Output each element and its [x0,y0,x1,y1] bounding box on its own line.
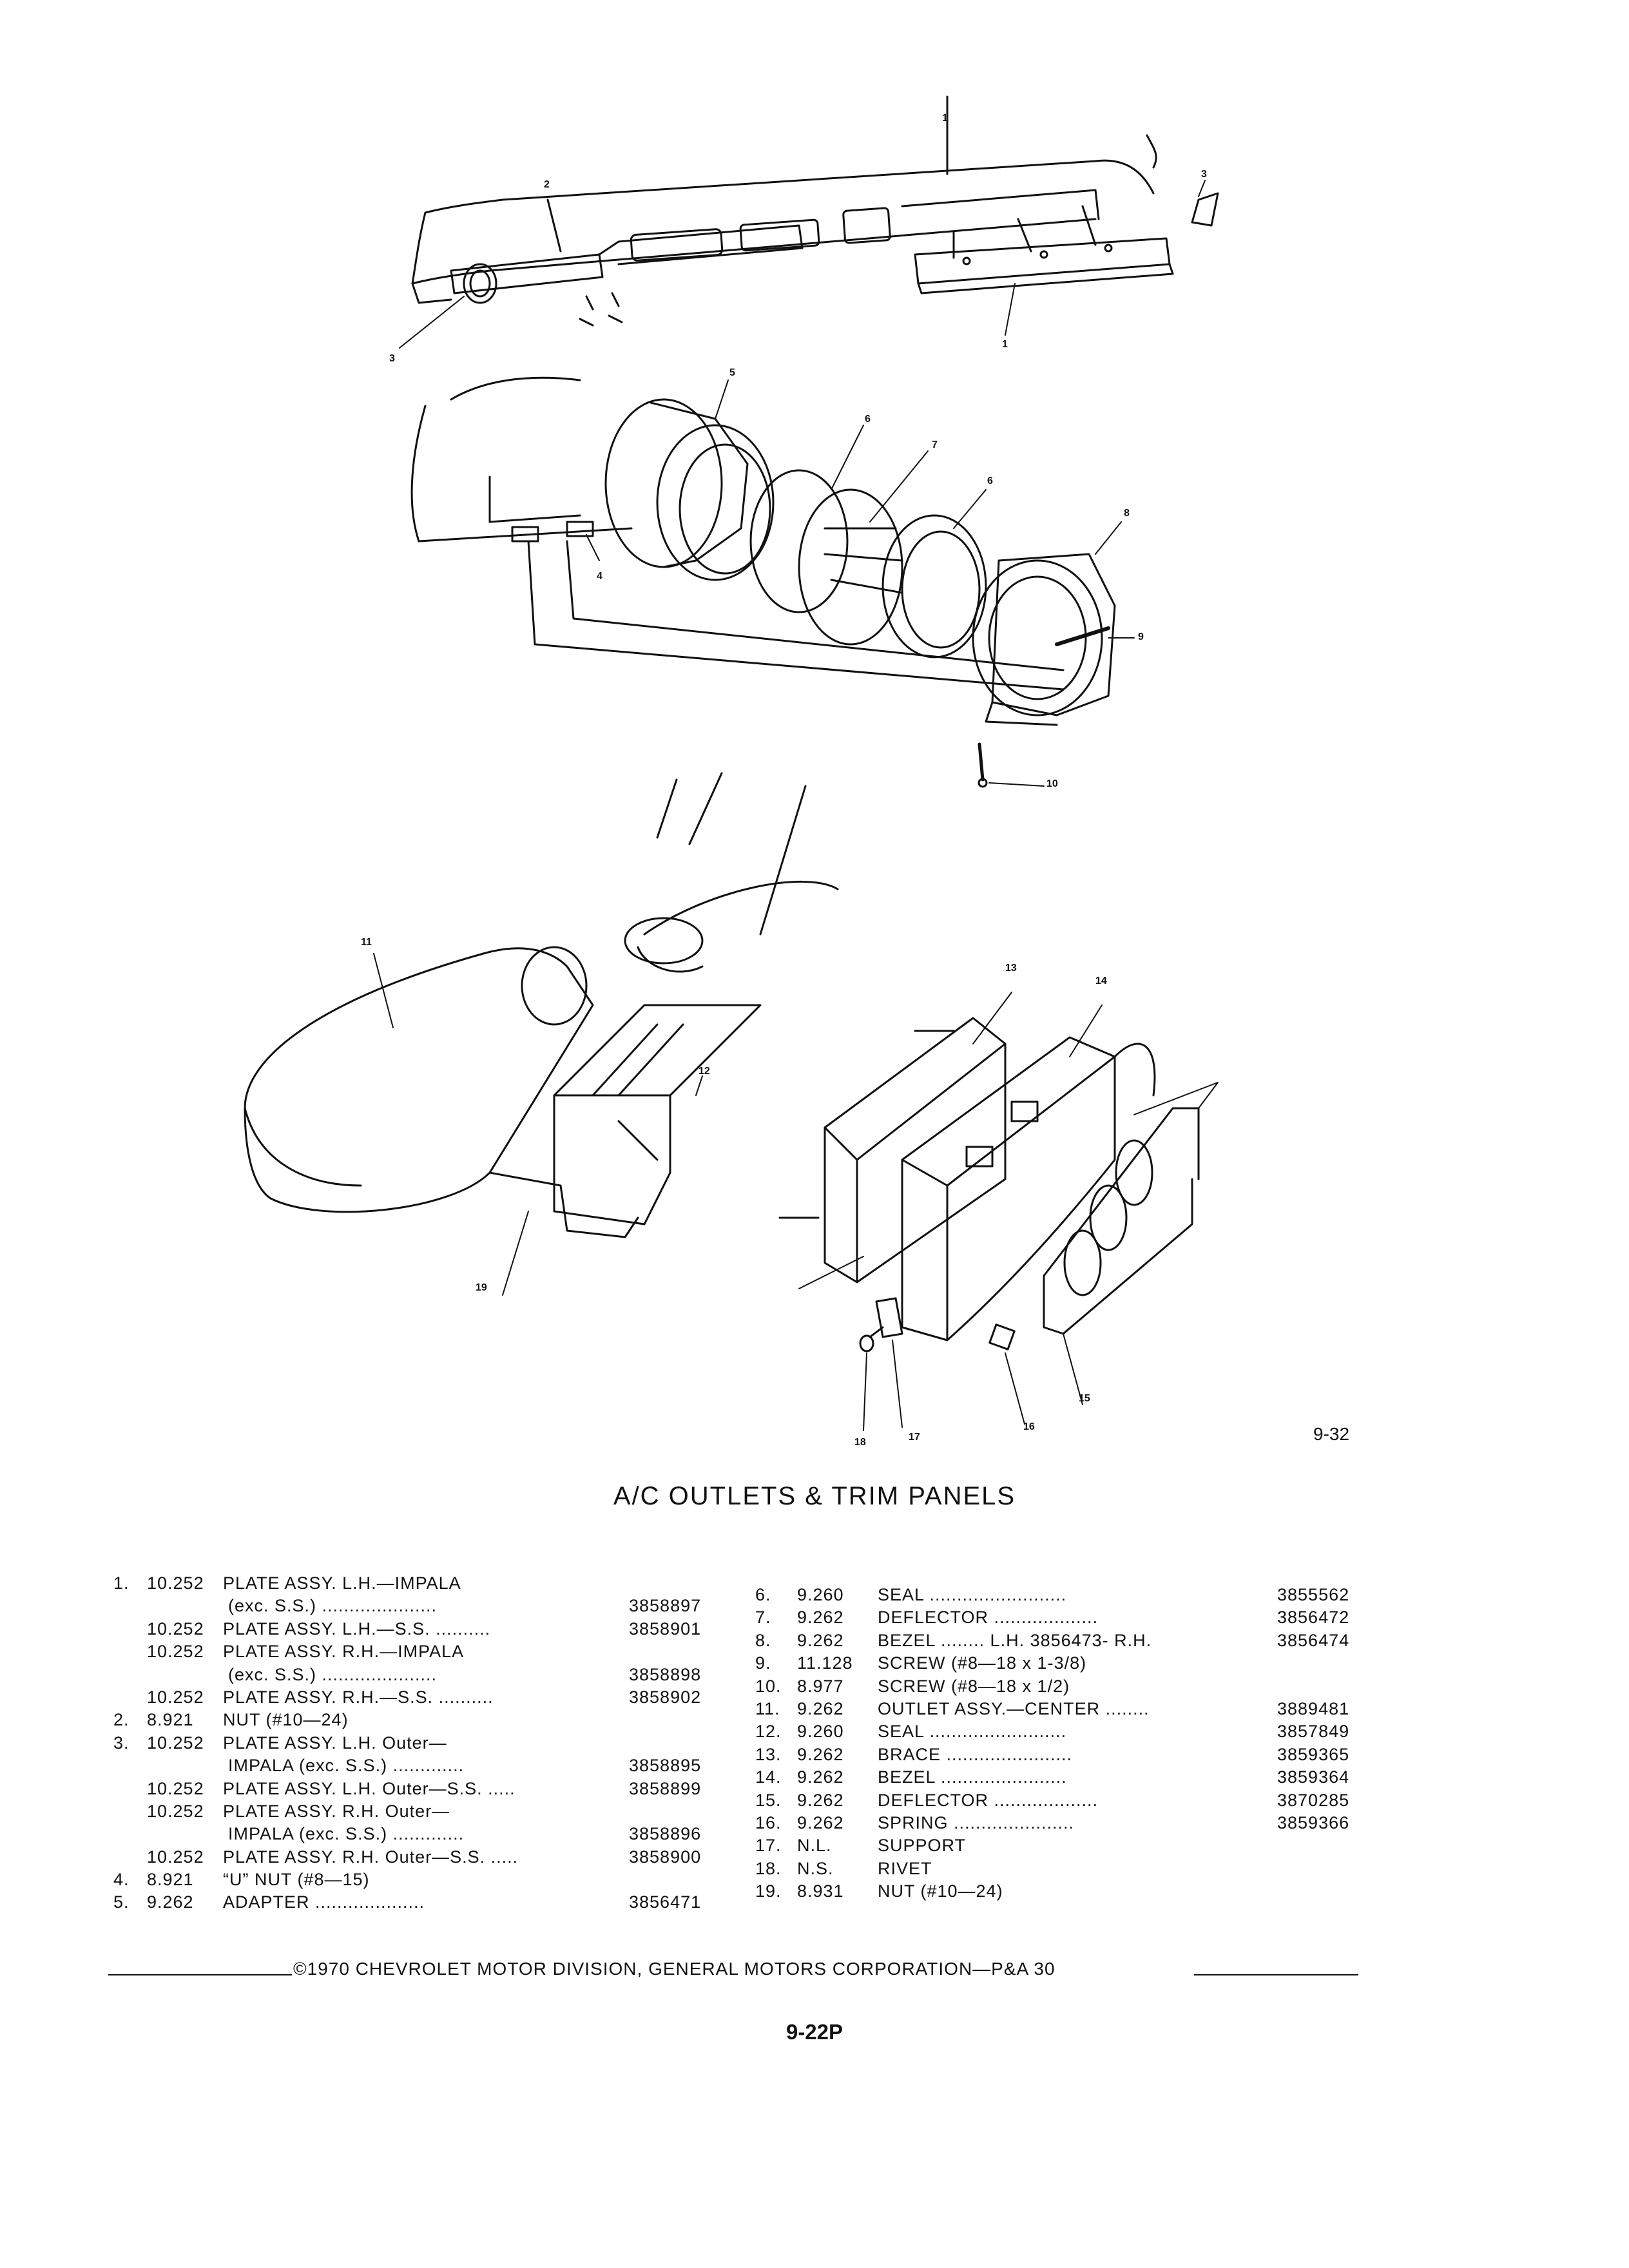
callout-number: 15 [1079,1393,1090,1404]
parts-row [755,1606,1361,1629]
parts-row [755,1652,1361,1675]
parts-row [113,1891,713,1914]
footer-rule-left [108,1974,292,1975]
part-number: 3889481 [1277,1698,1350,1718]
parts-list-left [113,1572,713,1914]
parts-row [113,1732,713,1754]
part-description: OUTLET ASSY.—CENTER ........ [878,1698,1150,1718]
item-number: 1. [113,1573,130,1593]
callout-number: 8 [1124,508,1130,519]
part-description: IMPALA (exc. S.S.) ............. [228,1824,465,1844]
item-number: 14. [755,1767,782,1787]
page-title: A/C OUTLETS & TRIM PANELS [613,1482,1016,1510]
parts-row [113,1664,713,1686]
parts-row [113,1778,713,1800]
part-number: 3858897 [629,1596,702,1616]
part-number: 3858899 [629,1778,702,1798]
parts-row [755,1858,1361,1880]
part-description: ADAPTER .................... [223,1892,425,1912]
part-description: PLATE ASSY. L.H.—IMPALA [223,1573,461,1593]
part-number: 3856472 [1277,1608,1350,1628]
parts-row [755,1744,1361,1766]
group-code: 9.260 [797,1585,844,1604]
copyright-text: ©1970 CHEVROLET MOTOR DIVISION, GENERAL MOTORS CORPORATION—P&A 30 [293,1959,1055,1979]
group-code: 9.262 [797,1608,844,1628]
group-code: 10.252 [147,1642,204,1662]
part-number: 3859365 [1277,1744,1350,1764]
parts-row [755,1629,1361,1652]
item-number: 2. [113,1710,130,1730]
callout-number: 2 [544,179,550,190]
part-number: 3858895 [629,1756,702,1776]
part-description: SEAL ......................... [878,1585,1067,1604]
part-description: IMPALA (exc. S.S.) ............. [228,1756,465,1776]
parts-row [755,1834,1361,1857]
copyright-footer [108,1959,1358,1984]
callout-number: 19 [476,1282,487,1293]
dash-panel-drawing [400,97,1218,348]
part-description: PLATE ASSY. R.H. Outer— [223,1801,450,1821]
group-code: 8.921 [147,1710,194,1730]
item-number: 7. [755,1608,771,1628]
callout-number: 13 [1005,963,1017,974]
item-number: 3. [113,1733,130,1753]
part-number: 3858898 [629,1664,702,1684]
part-description: PLATE ASSY. L.H. Outer—S.S. ..... [223,1778,516,1798]
callout-number: 4 [597,571,602,582]
part-description: PLATE ASSY. L.H.—S.S. .......... [223,1619,491,1639]
part-description: SEAL ......................... [878,1722,1067,1742]
group-code: 9.262 [797,1630,844,1650]
parts-row [113,1618,713,1640]
item-number: 16. [755,1812,782,1832]
part-description: BEZEL ....................... [878,1767,1067,1787]
parts-row [755,1789,1361,1812]
callout-number: 1 [942,113,948,124]
parts-row [113,1800,713,1823]
group-code: 10.252 [147,1778,204,1798]
callout-number: 9 [1138,631,1144,642]
parts-row [755,1720,1361,1743]
part-number: 3856474 [1277,1630,1350,1650]
center-outlet-drawing [245,773,1218,1430]
part-description: PLATE ASSY. R.H.—S.S. .......... [223,1687,494,1707]
footer-rule-right [1194,1974,1358,1975]
part-description: (exc. S.S.) ..................... [228,1664,438,1684]
part-description: PLATE ASSY. L.H. Outer— [223,1733,447,1753]
callout-number: 1 [1002,339,1008,350]
item-number: 19. [755,1881,782,1901]
part-number: 3858896 [629,1824,702,1844]
part-number: 3855562 [1277,1585,1350,1604]
group-code: 8.977 [797,1676,844,1696]
part-description: PLATE ASSY. R.H.—IMPALA [223,1642,465,1662]
group-code: 9.260 [797,1722,844,1742]
group-code: 9.262 [147,1892,194,1912]
part-number: 3859366 [1277,1812,1350,1832]
callout-number: 6 [865,414,871,425]
part-description: NUT (#10—24) [223,1710,349,1730]
group-code: N.L. [797,1836,832,1856]
group-code: 10.252 [147,1573,204,1593]
callout-number: 18 [854,1437,866,1448]
callout-number: 17 [909,1432,920,1443]
callout-number: 3 [1201,169,1207,180]
parts-row [755,1675,1361,1698]
part-description: PLATE ASSY. R.H. Outer—S.S. ..... [223,1847,519,1867]
part-number: 3856471 [629,1892,702,1912]
parts-row [755,1584,1361,1606]
part-description: SUPPORT [878,1836,967,1856]
group-code: 9.262 [797,1698,844,1718]
callout-number: 6 [987,476,993,486]
parts-row [755,1766,1361,1789]
group-code: 8.921 [147,1870,194,1890]
callout-number: 16 [1023,1421,1035,1432]
part-description: BRACE ....................... [878,1744,1073,1764]
group-code: 10.252 [147,1847,204,1867]
group-code: 9.262 [797,1744,844,1764]
group-code: N.S. [797,1858,834,1878]
parts-row [113,1572,713,1595]
item-number: 18. [755,1858,782,1878]
part-number: 3858901 [629,1619,702,1639]
part-number: 3858900 [629,1847,702,1867]
item-number: 6. [755,1585,771,1604]
part-description: (exc. S.S.) ..................... [228,1596,438,1616]
callout-number: 5 [729,367,735,378]
item-number: 9. [755,1653,771,1673]
parts-row [113,1640,713,1663]
item-number: 17. [755,1836,782,1856]
figure-reference: 9-32 [1313,1424,1350,1444]
item-number: 10. [755,1676,782,1696]
part-number: 3859364 [1277,1767,1350,1787]
parts-row [113,1869,713,1891]
group-code: 8.931 [797,1881,844,1901]
item-number: 4. [113,1870,130,1890]
parts-row [113,1709,713,1731]
callout-number: 14 [1095,975,1107,986]
parts-row [755,1812,1361,1834]
callout-number: 7 [932,439,938,450]
part-number: 3858902 [629,1687,702,1707]
part-description: NUT (#10—24) [878,1881,1003,1901]
part-description: RIVET [878,1858,932,1878]
callout-number: 3 [389,353,395,364]
parts-row [113,1754,713,1777]
part-description: SCREW (#8—18 x 1/2) [878,1676,1070,1696]
item-number: 8. [755,1630,771,1650]
callout-number: 12 [699,1066,710,1077]
item-number: 15. [755,1790,782,1810]
parts-row [113,1595,713,1617]
item-number: 11. [755,1698,780,1718]
group-code: 9.262 [797,1790,844,1810]
parts-row [113,1686,713,1709]
parts-row [755,1880,1361,1903]
group-code: 9.262 [797,1812,844,1832]
parts-row [755,1698,1361,1720]
item-number: 12. [755,1722,782,1742]
callout-number: 11 [361,937,372,948]
group-code: 10.252 [147,1733,204,1753]
group-code: 10.252 [147,1687,204,1707]
part-number: 3870285 [1277,1790,1350,1810]
part-description: SPRING ...................... [878,1812,1075,1832]
group-code: 10.252 [147,1801,204,1821]
parts-row [113,1846,713,1869]
parts-row [113,1823,713,1845]
parts-list-right [755,1584,1361,1903]
item-number: 5. [113,1892,130,1912]
part-description: SCREW (#8—18 x 1-3/8) [878,1653,1087,1673]
group-code: 10.252 [147,1619,204,1639]
part-description: “U” NUT (#8—15) [223,1870,370,1890]
part-description: DEFLECTOR ................... [878,1608,1099,1628]
part-number: 3857849 [1277,1722,1350,1742]
page-number: 9-22P [786,2020,843,2044]
part-description: BEZEL ........ L.H. 3856473- R.H. [878,1630,1152,1650]
callout-number: 10 [1046,778,1058,789]
group-code: 9.262 [797,1767,844,1787]
item-number: 13. [755,1744,782,1764]
group-code: 11.128 [797,1653,853,1673]
side-outlet-drawing [412,378,1134,787]
part-description: DEFLECTOR ................... [878,1790,1099,1810]
